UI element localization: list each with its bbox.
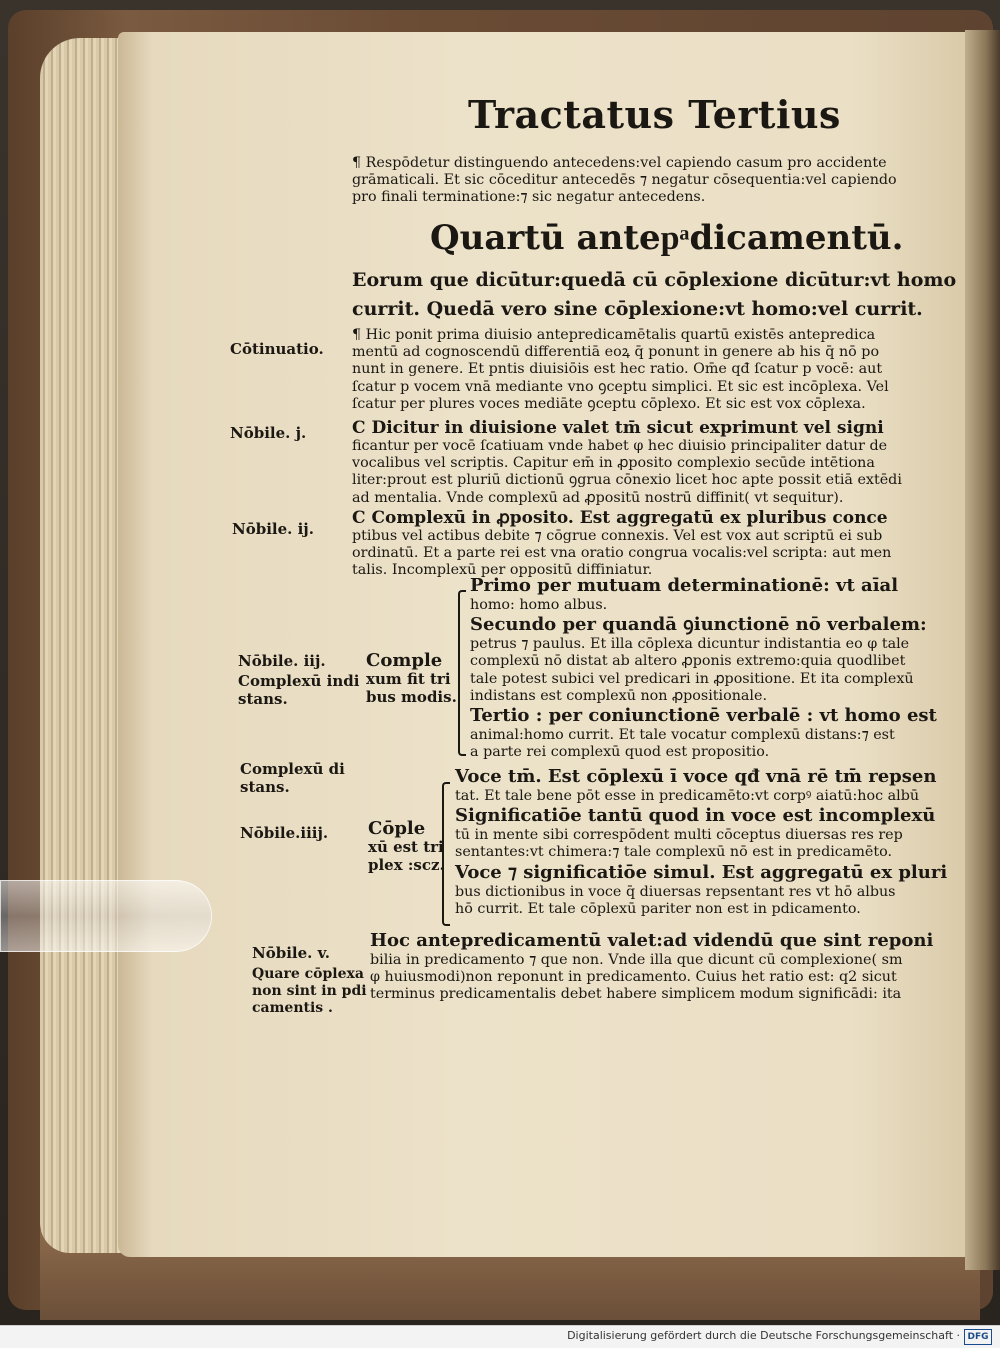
text-line: non sint in pdi xyxy=(252,983,367,999)
lemma-text xyxy=(352,266,956,324)
brace-label-1 xyxy=(366,652,457,706)
text-line: ad mentalia. Vnde complexū ad ꝓpositū nostrū diffinit( vt sequitur). xyxy=(352,489,844,506)
margin-note-nobile-2: Nōbile. ij. xyxy=(232,520,314,538)
paragraph-1 xyxy=(352,155,897,207)
text-line: ptibus vel actibus debite ⁊ cōgrue connexis. Vel est vox aut scriptū ei sub xyxy=(352,528,883,544)
margin-note-nobile-1: Nōbile. j. xyxy=(230,424,307,442)
text-line: homo: homo albus. xyxy=(470,597,608,613)
text-line: stans. xyxy=(238,690,288,708)
text-line: φ huiusmodi)non reponunt in predicamento. Cuius het ratio est: q2 sicut xyxy=(370,969,897,986)
margin-note-complexum-indistans xyxy=(238,672,359,708)
text-line: xum fit tri xyxy=(366,670,451,688)
text-line: tale potest subici vel predicari in ꝓpositione. Et ita complexū xyxy=(470,670,914,687)
text-line: vocalibus vel scriptis. Capitur em̄ in ꝓposito complexio secūde intētiona xyxy=(352,455,875,472)
text-line: Secundo per quandā ꝯiunctionē nō verbalem: xyxy=(470,614,927,636)
text-line: Significatiōe tantū quod in voce est incomplexū xyxy=(455,805,936,827)
footer-bar xyxy=(0,1325,1000,1348)
text-line: Eorum que dicūtur:quedā cū cōplexione dicūtur:vt homo xyxy=(352,269,957,291)
text-line: bilia in predicamento ⁊ que non. Vnde illa que dicunt cū complexione( sm xyxy=(370,952,903,968)
text-line: Voce tm̄. Est cōplexū ī voce qđ vnā rē tm̄ repsen xyxy=(455,766,937,787)
text-line: Quare cōplexa xyxy=(252,966,364,982)
text-line: Voce ⁊ significatiōe simul. Est aggregatū ex pluri xyxy=(455,861,948,883)
text-line: sentantes:vt chimera:⁊ tale complexū nō est in predicamēto. xyxy=(455,844,892,861)
brace-1 xyxy=(458,590,466,756)
text-line: xū est tri xyxy=(368,838,444,856)
margin-note-quare-complexa xyxy=(252,966,367,1017)
margin-note-continuatio: Cōtinuatio. xyxy=(230,340,324,358)
text-line: tū in mente sibi correspōdent multi cōceptus diuersas res rep xyxy=(455,827,903,844)
text-line: nunt in genere. Et pntis diuisiōis est hec ratio. Om̄e qđ ſcatur p vocē: aut xyxy=(352,361,883,378)
text-line: ficantur per vocē ſcatiuam vnde habet φ hec diuisio principaliter datur de xyxy=(352,438,888,454)
section-title: Quartū antepͣdicamentū. xyxy=(430,218,904,258)
brace-2-content xyxy=(455,766,947,918)
text-line: ¶ Hic ponit prima diuisio antepredicamētalis quartū existēs antepredica xyxy=(352,327,876,343)
text-line: stans. xyxy=(240,778,290,796)
paragraph-4 xyxy=(352,418,902,507)
text-line: currit. Quedā vero sine cōplexione:vt homo:vel currit. xyxy=(352,298,923,320)
brace-label-2 xyxy=(368,820,445,874)
text-line: ordinatū. Et a parte rei est vna oratio congrua vocalis:vel scripta: aut men xyxy=(352,545,892,562)
text-line: grāmaticali. Et sic cōceditur antecedēs ⁊ negatur cōsequentia:vel capiendo xyxy=(352,172,897,189)
margin-note-nobile-5: Nōbile. v. xyxy=(252,944,331,962)
text-line: Hoc antepredicamentū valet:ad videndū que sint reponi xyxy=(370,930,934,951)
text-line: mentū ad cognoscendū differentiā eoꝝ q̄ ponunt in genere ab his q̄ nō po xyxy=(352,344,880,361)
text-line: bus modis. xyxy=(366,688,457,706)
text-line: ſcatur per plures voces mediāte ꝯceptu cōplexo. Et sic est vox cōplexa. xyxy=(352,395,866,412)
text-line: Tertio : per coniunctionē verbalē : vt homo est xyxy=(470,705,937,727)
text-line: Complexū di xyxy=(240,760,345,778)
brace-1-content xyxy=(470,575,937,761)
text-line: animal:homo currit. Et tale vocatur complexū distans:⁊ est xyxy=(470,727,895,744)
running-title: Tractatus Tertius xyxy=(468,92,841,137)
text-line: tat. Et tale bene pōt esse in predicamēto:vt corpꝰ aiatū:hoc albū xyxy=(455,788,920,804)
text-line: liter:prout est pluriū dictionū ꝯgrua cōnexio licet hoc apte possit etiā extēdi xyxy=(352,472,902,489)
text-line: pro finali terminatione:⁊ sic negatur antecedens. xyxy=(352,189,706,206)
paragraph-6 xyxy=(370,930,933,1004)
margin-note-nobile-4: Nōbile.iiij. xyxy=(240,824,329,842)
dfg-logo[interactable]: DFG xyxy=(964,1329,992,1345)
text-line: hō currit. Et tale cōplexū pariter non est in pdicamento. xyxy=(455,900,861,917)
brace-2 xyxy=(442,782,450,926)
paragraph-3 xyxy=(352,327,889,413)
text-line: bus dictionibus in voce q̄ diuersas repsentant res vt hō albus xyxy=(455,883,896,900)
text-line: complexū nō distat ab altero ꝓponis extremo:quia quodlibet xyxy=(470,653,906,670)
text-line: petrus ⁊ paulus. Et illa cōplexa dicuntur indistantia eo φ tale xyxy=(470,636,910,653)
text-line: Comple xyxy=(366,650,443,671)
text-line: Cōple xyxy=(368,818,426,839)
text-line: camentis . xyxy=(252,1000,333,1016)
text-line: terminus predicamentalis debet habere simplicem modum significādi: ita xyxy=(370,986,902,1003)
paragraph-5 xyxy=(352,508,891,580)
margin-note-complexum-distans xyxy=(240,760,345,796)
text-line: ¶ Respōdetur distinguendo antecedens:vel capiendo casum pro accidente xyxy=(352,155,887,171)
facing-page-edge xyxy=(965,30,1000,1270)
plastic-page-holder xyxy=(0,880,212,952)
text-line: Primo per mutuam determinationē: vt aīal xyxy=(470,575,899,596)
text-line: ſcatur p vocem vnā mediante vno ꝯceptu simplici. Et sic est incōplexa. Vel xyxy=(352,378,889,395)
text-line: indistans est complexū non ꝓpositionale. xyxy=(470,687,768,704)
funding-credit: Digitalisierung gefördert durch die Deutsche Forschungsgemeinschaft · xyxy=(567,1329,960,1342)
text-line: C Dicitur in diuisione valet tm̄ sicut exprimunt vel signi xyxy=(352,418,884,438)
text-line: Complexū indi xyxy=(238,672,360,690)
text-line: talis. Incomplexū per oppositū diffiniatur. xyxy=(352,562,653,579)
text-line: plex :scz. xyxy=(368,856,445,874)
text-line: a parte rei complexū quod est propositio. xyxy=(470,744,770,761)
text-line: C Complexū in ꝓposito. Est aggregatū ex pluribus conce xyxy=(352,508,888,528)
margin-note-nobile-3: Nōbile. iij. xyxy=(238,652,326,670)
